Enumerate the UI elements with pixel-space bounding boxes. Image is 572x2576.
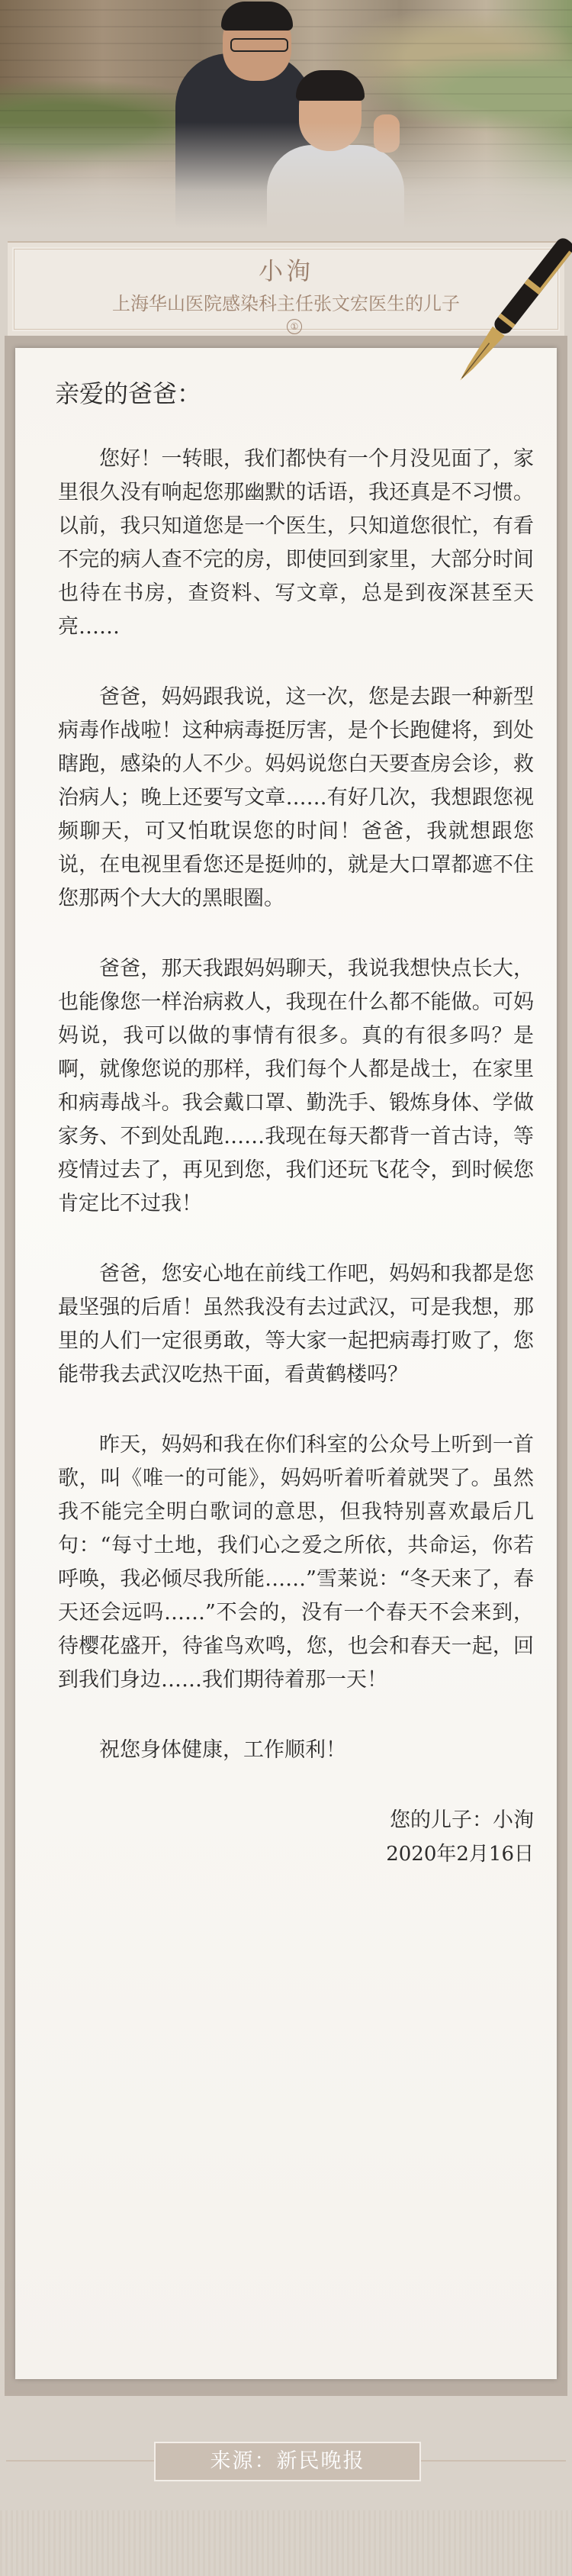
father-hair bbox=[221, 2, 293, 31]
page-badge: ① bbox=[287, 319, 302, 334]
letter-salutation: 亲爱的爸爸： bbox=[55, 379, 202, 408]
letter-paragraph: 昨天，妈妈和我在你们科室的公众号上听到一首歌，叫《唯一的可能》，妈妈听着听着就哭了。虽然我不能完全明白歌词的意思，但我特别喜欢最后几句：“每寸土地，我们心之爱之所依，共命运，你若呼唤，我必倾尽我所能……”雪莱说：“冬天来了，春天还会远吗……”不会的，没有一个春天不会来到，待樱花盛开，待雀鸟欢鸣，您，也会和春天一起，回到我们身边……我们期待着那一天！ bbox=[58, 1433, 534, 1692]
letter-paragraph: 爸爸，那天我跟妈妈聊天，我说我想快点长大，也能像您一样治病救人，我现在什么都不能做。可妈妈说，我可以做的事情有很多。真的有很多吗？是啊，就像您说的那样，我们每个人都是战士，在家里和病毒战斗。我会戴口罩、勤洗手、锻炼身体、学做家务、不到处乱跑……我现在每天都背一首古诗，等疫情过去了，再见到您，我们还玩飞花令，到时候您肯定比不过我！ bbox=[58, 957, 534, 1216]
letter-signature: 您的儿子：小洵 bbox=[390, 1808, 534, 1832]
letter-closing: 祝您身体健康，工作顺利！ bbox=[99, 1738, 346, 1762]
father-glasses bbox=[230, 38, 288, 52]
header-photo bbox=[0, 0, 572, 229]
son-hair bbox=[296, 70, 365, 101]
letter-paragraph: 爸爸，您安心地在前线工作吧，妈妈和我都是您最坚强的后盾！虽然我没有去过武汉，可是我想，那里的人们一定很勇敢，等大家一起把病毒打败了，您能带我去武汉吃热干面，看黄鹤楼吗？ bbox=[58, 1262, 534, 1386]
author-name: 小洵 bbox=[258, 256, 313, 285]
letter-paragraph: 爸爸，妈妈跟我说，这一次，您是去跟一种新型病毒作战啦！这种病毒挺厉害，是个长跑健将，到处瞎跑，感染的人不少。妈妈说您白天要查房会诊，救治病人；晚上还要写文章……有好几次，我想跟您视频聊天，可又怕耽误您的时间！爸爸，我就想跟您说，在电视里看您还是挺帅的，就是大口罩都遮不住您那两个大大的黑眼圈。 bbox=[58, 685, 534, 910]
footer-texture bbox=[0, 2510, 572, 2576]
letter-paragraph: 您好！一转眼，我们都快有一个月没见面了，家里很久没有响起您那幽默的话语，我还真是不习惯。以前，我只知道您是一个医生，只知道您很忙，有看不完的病人查不完的房，即使回到家里，大部分时间也待在书房，查资料、写文章，总是到夜深甚至天亮…… bbox=[58, 447, 534, 639]
letter-date: 2020年2月16日 bbox=[386, 1843, 534, 1866]
letter-body bbox=[55, 377, 534, 1871]
photo-fade bbox=[0, 122, 572, 229]
author-title: 上海华山医院感染科主任张文宏医生的儿子 bbox=[112, 293, 460, 314]
source-label: 来源：新民晚报 bbox=[154, 2442, 421, 2481]
